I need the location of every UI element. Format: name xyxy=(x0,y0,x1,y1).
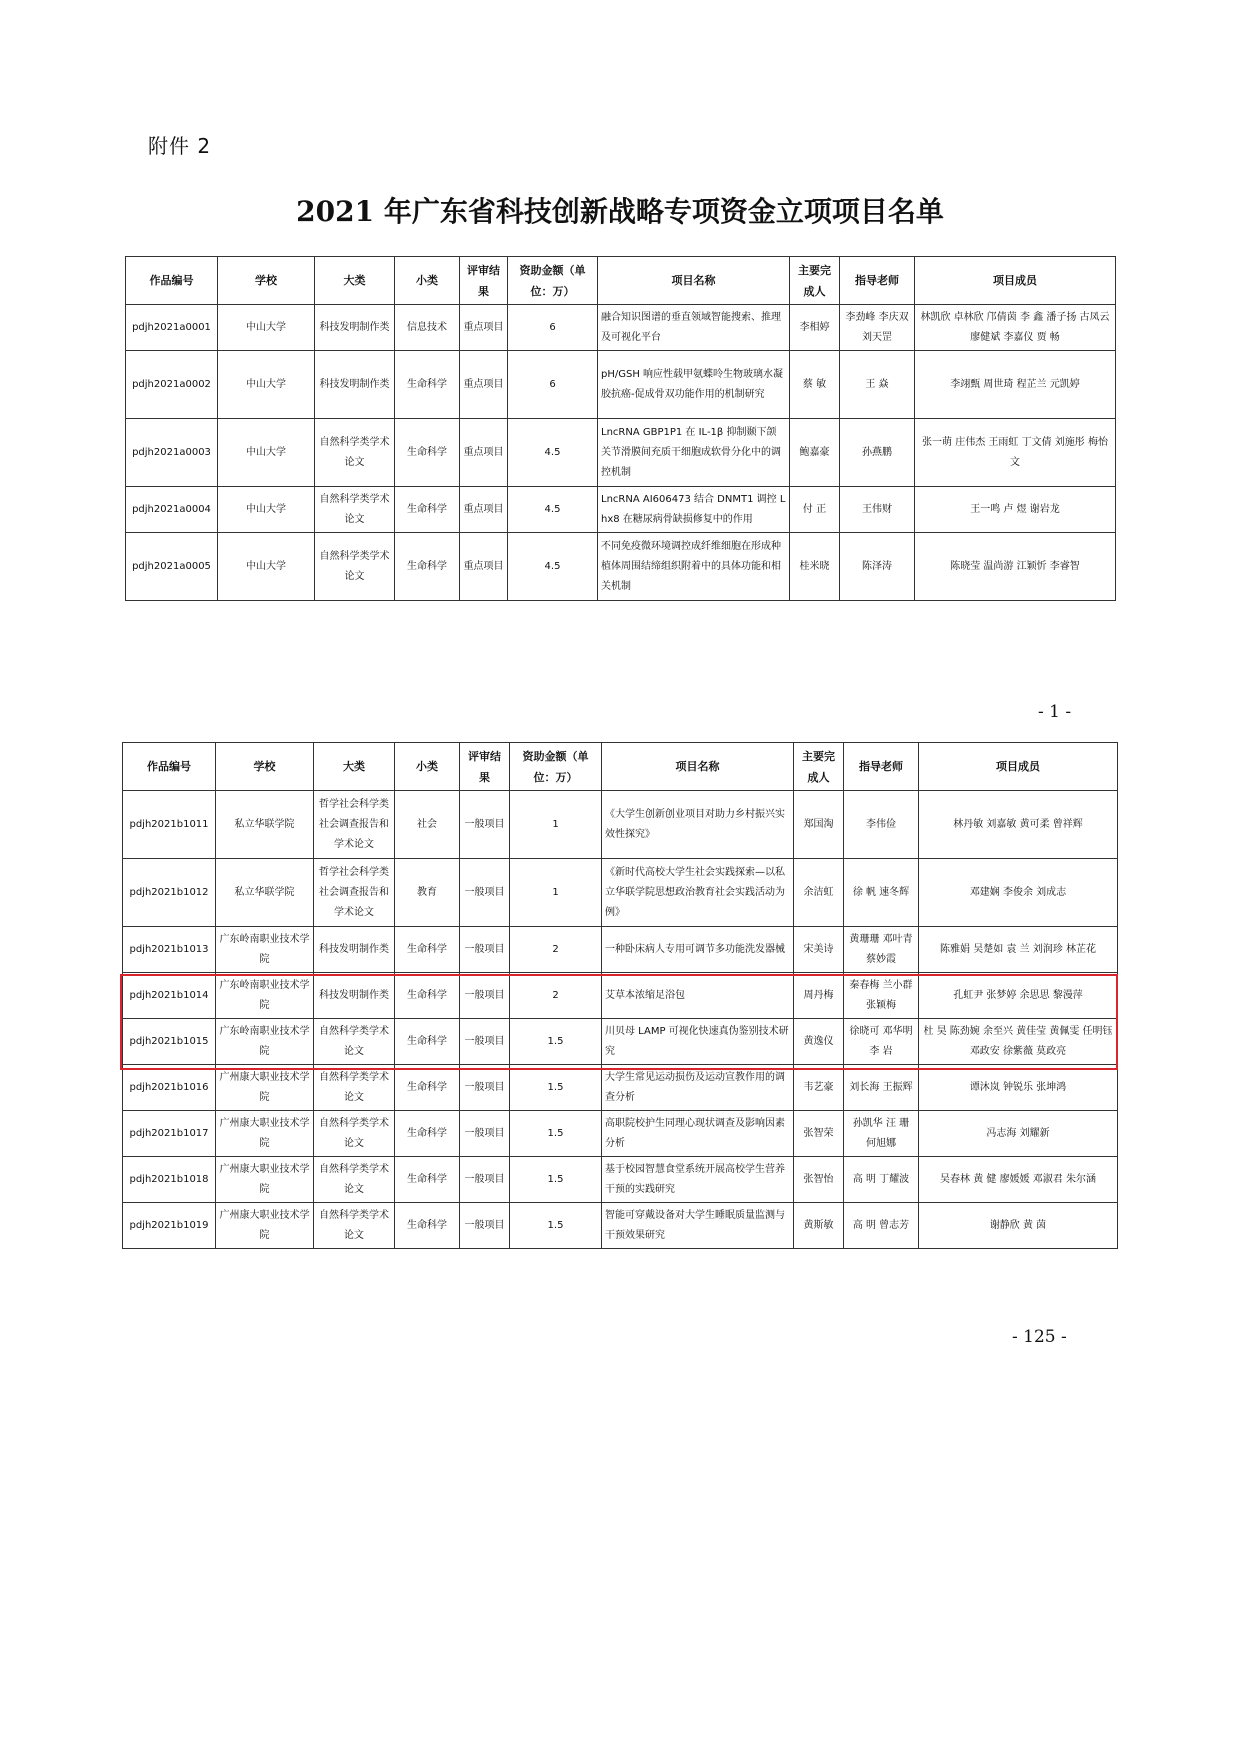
header-category: 大类 xyxy=(314,743,395,791)
cell-project: LncRNA GBP1P1 在 IL-1β 抑制颞下颌关节滑膜间充质干细胞成软骨分化中的调控机制 xyxy=(598,419,790,487)
cell-advisor: 孙燕鹏 xyxy=(840,419,915,487)
cell-id: pdjh2021b1013 xyxy=(123,927,216,973)
cell-school: 广东岭南职业技术学院 xyxy=(216,927,314,973)
cell-id: pdjh2021a0004 xyxy=(126,487,218,533)
cell-members: 冯志海 刘耀新 xyxy=(919,1111,1118,1157)
cell-advisor: 秦春梅 兰小群 张颖梅 xyxy=(844,973,919,1019)
table-row xyxy=(123,927,1118,973)
cell-subcategory: 生命科学 xyxy=(395,1111,460,1157)
cell-advisor: 高 明 曾志芳 xyxy=(844,1203,919,1249)
cell-id: pdjh2021a0005 xyxy=(126,533,218,601)
cell-category: 科技发明制作类 xyxy=(314,973,395,1019)
cell-members: 谢静欣 黄 茵 xyxy=(919,1203,1118,1249)
cell-category: 自然科学类学术论文 xyxy=(315,533,395,601)
cell-category: 哲学社会科学类社会调查报告和学术论文 xyxy=(314,791,395,859)
cell-leader: 李相婷 xyxy=(790,305,840,351)
table-row xyxy=(126,487,1116,533)
cell-amount: 1.5 xyxy=(510,1065,602,1111)
cell-result: 一般项目 xyxy=(460,1019,510,1065)
cell-members: 林凯欣 卓林欣 邝倩茵 李 鑫 潘子扬 古凤云 廖健斌 李嘉仪 贾 畅 xyxy=(915,305,1116,351)
cell-amount: 6 xyxy=(508,351,598,419)
header-members: 项目成员 xyxy=(915,257,1116,305)
cell-advisor: 王 焱 xyxy=(840,351,915,419)
header-result: 评审结果 xyxy=(460,743,510,791)
header-project: 项目名称 xyxy=(602,743,794,791)
cell-school: 中山大学 xyxy=(218,305,315,351)
cell-project: LncRNA AI606473 结合 DNMT1 调控 Lhx8 在糖尿病骨缺损修复中的作用 xyxy=(598,487,790,533)
cell-members: 邓建娴 李俊余 刘成志 xyxy=(919,859,1118,927)
cell-school: 中山大学 xyxy=(218,487,315,533)
cell-leader: 付 正 xyxy=(790,487,840,533)
table-row xyxy=(126,305,1116,351)
cell-category: 科技发明制作类 xyxy=(315,351,395,419)
cell-members: 谭沐岚 钟锐乐 张坤鸿 xyxy=(919,1065,1118,1111)
cell-amount: 4.5 xyxy=(508,533,598,601)
cell-category: 科技发明制作类 xyxy=(315,305,395,351)
header-amount: 资助金额（单位：万） xyxy=(510,743,602,791)
cell-advisor: 刘长海 王振辉 xyxy=(844,1065,919,1111)
cell-advisor: 高 明 丁耀波 xyxy=(844,1157,919,1203)
cell-amount: 2 xyxy=(510,973,602,1019)
cell-members: 陈雅娟 吴楚如 袁 兰 刘润珍 林芷花 xyxy=(919,927,1118,973)
cell-subcategory: 生命科学 xyxy=(395,927,460,973)
cell-advisor: 陈泽涛 xyxy=(840,533,915,601)
page-number: - 1 - xyxy=(1038,702,1072,722)
cell-id: pdjh2021b1014 xyxy=(123,973,216,1019)
header-leader: 主要完成人 xyxy=(790,257,840,305)
table-header-row xyxy=(126,257,1116,305)
header-leader: 主要完成人 xyxy=(794,743,844,791)
cell-amount: 6 xyxy=(508,305,598,351)
cell-subcategory: 生命科学 xyxy=(395,1157,460,1203)
table-row xyxy=(126,351,1116,419)
cell-project: pH/GSH 响应性载甲氨蝶呤生物玻璃水凝胶抗癌-促成骨双功能作用的机制研究 xyxy=(598,351,790,419)
table-row xyxy=(123,1203,1118,1249)
cell-subcategory: 教育 xyxy=(395,859,460,927)
cell-school: 广州康大职业技术学院 xyxy=(216,1157,314,1203)
cell-amount: 2 xyxy=(510,927,602,973)
cell-result: 重点项目 xyxy=(460,305,508,351)
cell-amount: 1.5 xyxy=(510,1157,602,1203)
cell-school: 广东岭南职业技术学院 xyxy=(216,1019,314,1065)
cell-subcategory: 生命科学 xyxy=(395,533,460,601)
cell-project: 《大学生创新创业项目对助力乡村振兴实效性探究》 xyxy=(602,791,794,859)
header-subcategory: 小类 xyxy=(395,743,460,791)
header-id: 作品编号 xyxy=(123,743,216,791)
table-row xyxy=(123,1065,1118,1111)
cell-result: 一般项目 xyxy=(460,1203,510,1249)
cell-category: 自然科学类学术论文 xyxy=(314,1157,395,1203)
cell-result: 一般项目 xyxy=(460,1157,510,1203)
cell-id: pdjh2021a0001 xyxy=(126,305,218,351)
cell-advisor: 李伟俭 xyxy=(844,791,919,859)
cell-category: 自然科学类学术论文 xyxy=(314,1019,395,1065)
cell-leader: 宋美诗 xyxy=(794,927,844,973)
cell-members: 林丹敏 刘嘉敏 黄可柔 曾祥辉 xyxy=(919,791,1118,859)
header-members: 项目成员 xyxy=(919,743,1118,791)
cell-id: pdjh2021b1012 xyxy=(123,859,216,927)
table-row xyxy=(123,1111,1118,1157)
cell-category: 自然科学类学术论文 xyxy=(315,487,395,533)
cell-school: 中山大学 xyxy=(218,351,315,419)
cell-project: 智能可穿戴设备对大学生睡眠质量监测与干预效果研究 xyxy=(602,1203,794,1249)
cell-amount: 1 xyxy=(510,791,602,859)
cell-category: 自然科学类学术论文 xyxy=(314,1203,395,1249)
cell-result: 一般项目 xyxy=(460,859,510,927)
cell-school: 广州康大职业技术学院 xyxy=(216,1111,314,1157)
header-amount: 资助金额（单位：万） xyxy=(508,257,598,305)
cell-result: 重点项目 xyxy=(460,487,508,533)
cell-project: 一种卧床病人专用可调节多功能洗发器械 xyxy=(602,927,794,973)
highlight-box xyxy=(120,974,1118,1070)
cell-id: pdjh2021a0003 xyxy=(126,419,218,487)
cell-school: 广州康大职业技术学院 xyxy=(216,1203,314,1249)
cell-school: 广州康大职业技术学院 xyxy=(216,1065,314,1111)
cell-leader: 张智怡 xyxy=(794,1157,844,1203)
cell-result: 一般项目 xyxy=(460,791,510,859)
cell-category: 自然科学类学术论文 xyxy=(314,1065,395,1111)
cell-result: 重点项目 xyxy=(460,351,508,419)
table-row xyxy=(123,791,1118,859)
cell-advisor: 黄珊珊 邓叶青 蔡妙霞 xyxy=(844,927,919,973)
cell-advisor: 李劲峰 李庆双 刘天罡 xyxy=(840,305,915,351)
cell-result: 重点项目 xyxy=(460,419,508,487)
cell-members: 吴春林 黄 健 廖媛媛 邓淑君 朱尔涵 xyxy=(919,1157,1118,1203)
cell-project: 高职院校护生同理心现状调查及影响因素分析 xyxy=(602,1111,794,1157)
cell-members: 陈晓莹 温尚游 江颖忻 李睿智 xyxy=(915,533,1116,601)
cell-amount: 1.5 xyxy=(510,1203,602,1249)
cell-subcategory: 生命科学 xyxy=(395,973,460,1019)
cell-school: 中山大学 xyxy=(218,419,315,487)
cell-id: pdjh2021b1018 xyxy=(123,1157,216,1203)
cell-project: 基于校园智慧食堂系统开展高校学生营养干预的实践研究 xyxy=(602,1157,794,1203)
cell-members: 张一萌 庄伟杰 王雨虹 丁文倩 刘施彤 梅怡文 xyxy=(915,419,1116,487)
cell-amount: 1.5 xyxy=(510,1111,602,1157)
cell-leader: 桂米晓 xyxy=(790,533,840,601)
cell-amount: 4.5 xyxy=(508,487,598,533)
table-row xyxy=(123,1157,1118,1203)
cell-category: 科技发明制作类 xyxy=(314,927,395,973)
cell-amount: 4.5 xyxy=(508,419,598,487)
table-header-row xyxy=(123,743,1118,791)
header-school: 学校 xyxy=(218,257,315,305)
page-number: - 125 - xyxy=(1012,1327,1067,1347)
cell-category: 自然科学类学术论文 xyxy=(315,419,395,487)
cell-result: 重点项目 xyxy=(460,533,508,601)
header-advisor: 指导老师 xyxy=(840,257,915,305)
cell-subcategory: 生命科学 xyxy=(395,351,460,419)
cell-members: 王一鸣 卢 煜 谢岩龙 xyxy=(915,487,1116,533)
cell-amount: 1.5 xyxy=(510,1019,602,1065)
cell-category: 自然科学类学术论文 xyxy=(314,1111,395,1157)
cell-advisor: 徐晓可 邓华明 李 岩 xyxy=(844,1019,919,1065)
cell-school: 私立华联学院 xyxy=(216,791,314,859)
cell-members: 杜 昊 陈劲婉 余至兴 黄佳莹 黄佩雯 任明钰 邓政安 徐紫薇 莫政亮 xyxy=(919,1019,1118,1065)
cell-project: 融合知识图谱的垂直领域智能搜索、推理及可视化平台 xyxy=(598,305,790,351)
cell-leader: 韦艺豪 xyxy=(794,1065,844,1111)
cell-leader: 鲍嘉豪 xyxy=(790,419,840,487)
cell-school: 私立华联学院 xyxy=(216,859,314,927)
table-row xyxy=(126,419,1116,487)
cell-id: pdjh2021b1011 xyxy=(123,791,216,859)
cell-project: 川贝母 LAMP 可视化快速真伪鉴别技术研究 xyxy=(602,1019,794,1065)
cell-result: 一般项目 xyxy=(460,973,510,1019)
header-subcategory: 小类 xyxy=(395,257,460,305)
cell-leader: 周丹梅 xyxy=(794,973,844,1019)
cell-id: pdjh2021b1016 xyxy=(123,1065,216,1111)
cell-subcategory: 生命科学 xyxy=(395,1019,460,1065)
header-project: 项目名称 xyxy=(598,257,790,305)
cell-project: 不同免疫微环境调控成纤维细胞在形成种植体周围结缔组织附着中的具体功能和相关机制 xyxy=(598,533,790,601)
document-title: 2021 年广东省科技创新战略专项资金立项项目名单 xyxy=(296,195,944,228)
header-school: 学校 xyxy=(216,743,314,791)
cell-project: 艾草本浓缩足浴包 xyxy=(602,973,794,1019)
cell-amount: 1 xyxy=(510,859,602,927)
header-result: 评审结果 xyxy=(460,257,508,305)
cell-id: pdjh2021b1015 xyxy=(123,1019,216,1065)
cell-project: 大学生常见运动损伤及运动宣教作用的调查分析 xyxy=(602,1065,794,1111)
cell-members: 孔虹尹 张梦婷 余思思 黎漫萍 xyxy=(919,973,1118,1019)
cell-leader: 余洁虹 xyxy=(794,859,844,927)
cell-leader: 黄逸仪 xyxy=(794,1019,844,1065)
cell-category: 哲学社会科学类社会调查报告和学术论文 xyxy=(314,859,395,927)
table-row xyxy=(123,859,1118,927)
cell-subcategory: 生命科学 xyxy=(395,487,460,533)
cell-subcategory: 生命科学 xyxy=(395,1203,460,1249)
cell-advisor: 孙凯华 汪 珊 何旭娜 xyxy=(844,1111,919,1157)
cell-leader: 蔡 敏 xyxy=(790,351,840,419)
cell-subcategory: 信息技术 xyxy=(395,305,460,351)
cell-id: pdjh2021a0002 xyxy=(126,351,218,419)
cell-subcategory: 社会 xyxy=(395,791,460,859)
cell-result: 一般项目 xyxy=(460,1111,510,1157)
project-table-1 xyxy=(125,256,1116,601)
cell-leader: 黄斯敏 xyxy=(794,1203,844,1249)
cell-project: 《新时代高校大学生社会实践探索—以私立华联学院思想政治教育社会实践活动为例》 xyxy=(602,859,794,927)
table-row xyxy=(126,533,1116,601)
cell-leader: 郑国淘 xyxy=(794,791,844,859)
cell-result: 一般项目 xyxy=(460,1065,510,1111)
cell-advisor: 徐 帆 速冬辉 xyxy=(844,859,919,927)
header-category: 大类 xyxy=(315,257,395,305)
header-id: 作品编号 xyxy=(126,257,218,305)
header-advisor: 指导老师 xyxy=(844,743,919,791)
cell-subcategory: 生命科学 xyxy=(395,1065,460,1111)
cell-advisor: 王伟财 xyxy=(840,487,915,533)
cell-leader: 张智荣 xyxy=(794,1111,844,1157)
cell-id: pdjh2021b1019 xyxy=(123,1203,216,1249)
cell-school: 中山大学 xyxy=(218,533,315,601)
cell-members: 李翊甄 周世琦 程芷兰 元凯婷 xyxy=(915,351,1116,419)
cell-school: 广东岭南职业技术学院 xyxy=(216,973,314,1019)
attachment-label: 附件 2 xyxy=(148,134,212,158)
cell-result: 一般项目 xyxy=(460,927,510,973)
cell-subcategory: 生命科学 xyxy=(395,419,460,487)
cell-id: pdjh2021b1017 xyxy=(123,1111,216,1157)
